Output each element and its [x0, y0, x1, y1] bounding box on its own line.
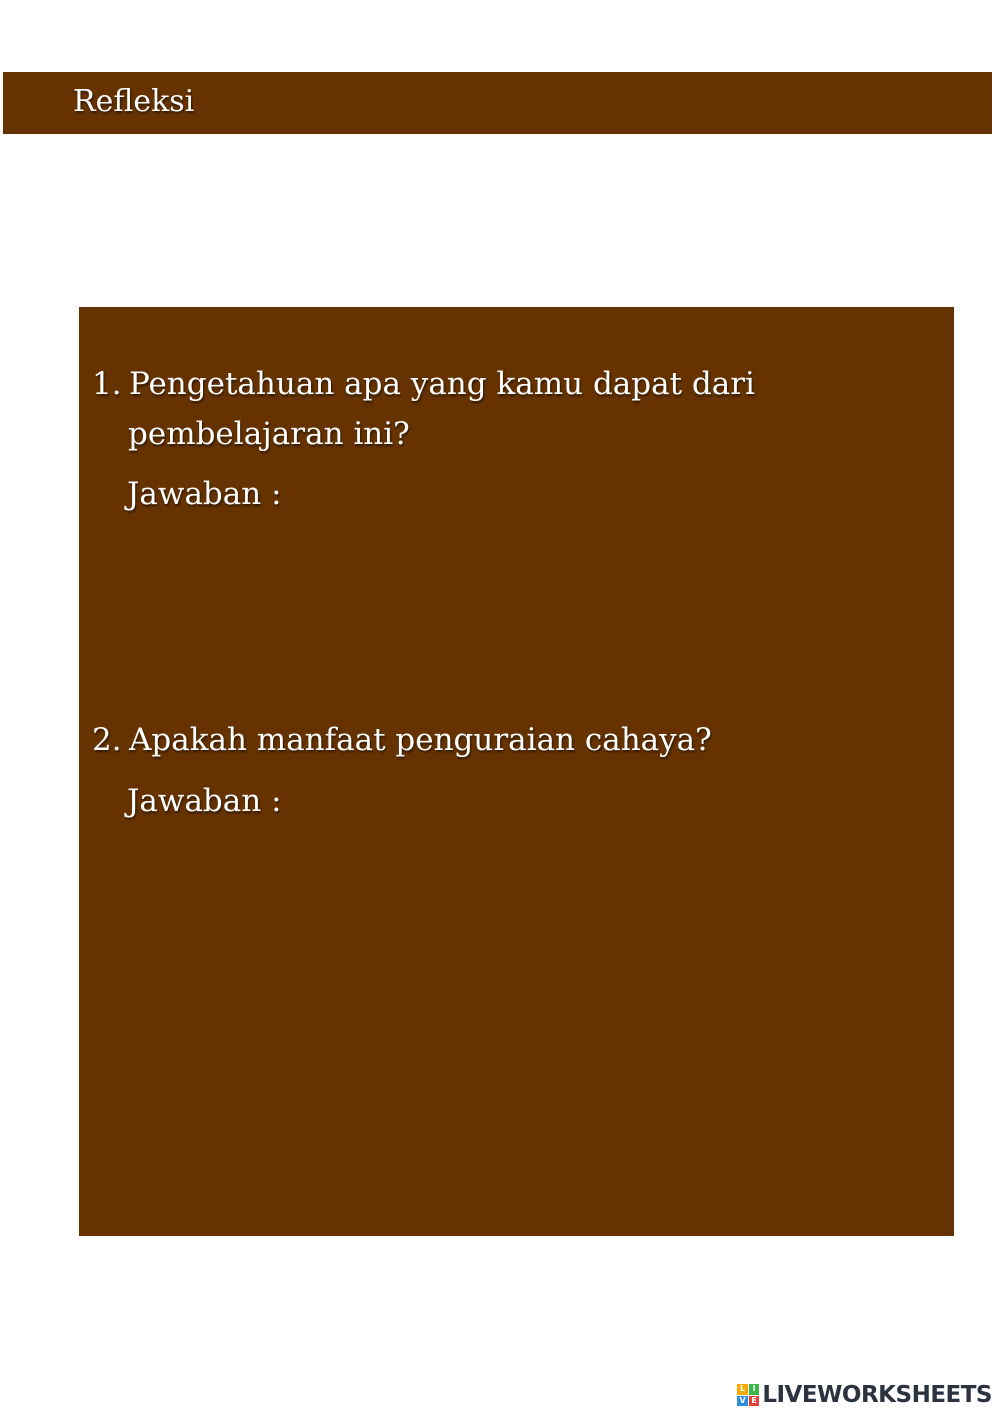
question-1-text-line-2: pembelajaran ini?: [128, 416, 410, 452]
question-1-answer-label: Jawaban :: [127, 476, 282, 512]
question-2-answer-field[interactable]: [125, 826, 925, 1206]
page-title: Refleksi: [73, 84, 195, 119]
question-2-answer-label: Jawaban :: [127, 783, 282, 819]
question-2-number: 2.: [92, 722, 122, 758]
liveworksheets-logo-text: LIVEWORKSHEETS: [762, 1382, 992, 1408]
question-1-text-line-1: Pengetahuan apa yang kamu dapat dari: [129, 366, 755, 402]
question-1-answer-field[interactable]: [125, 518, 925, 688]
question-1-number: 1.: [92, 366, 122, 402]
liveworksheets-logo: [737, 1381, 992, 1409]
question-2-text-line-1: Apakah manfaat penguraian cahaya?: [129, 722, 712, 758]
liveworksheets-logo-mark-icon: L I V E: [737, 1384, 759, 1406]
